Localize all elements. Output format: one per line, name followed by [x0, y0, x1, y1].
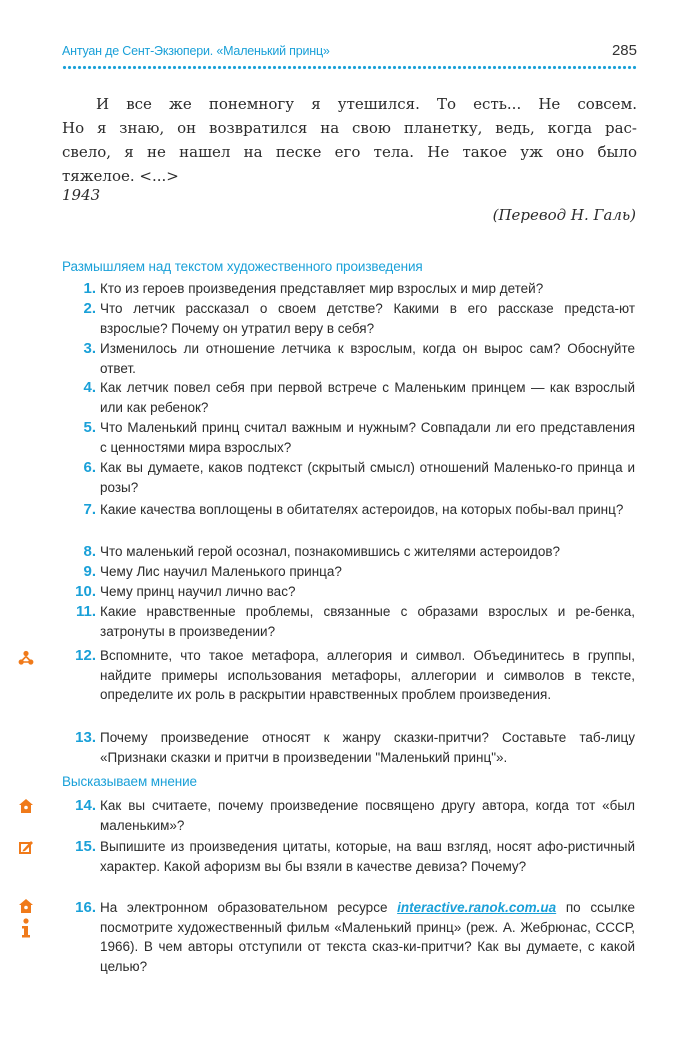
question-number: 1.: [83, 280, 96, 297]
prose-line: тяжелое. <...>: [62, 167, 179, 185]
question-number: 6.: [83, 459, 96, 476]
group-icon: [18, 650, 34, 666]
prose-line: Но я знаю, он возвратился на свою планетку, ведь, когда рас-: [62, 119, 637, 137]
prose-line: свело, я не нашел на песке его тела. Не такое уж оно было: [62, 143, 637, 161]
house-icon: [18, 798, 34, 814]
question-text: [100, 898, 635, 976]
translation-credit: (Перевод Н. Галь): [492, 206, 636, 224]
header-dotted-ornament: [62, 64, 637, 71]
question-item: [60, 837, 635, 876]
question-item: [60, 542, 635, 562]
question-item: [60, 378, 635, 417]
question-text: Выпишите из произведения цитаты, которые, на ваш взгляд, носят афо-ристичный характер. Какой афоризм вы бы взяли в качестве девиза? Почему?: [100, 839, 635, 874]
question-item: [60, 299, 635, 338]
question-text: Кто из героев произведения представляет мир взрослых и мир детей?: [100, 281, 544, 296]
question-item: [60, 796, 635, 835]
question-number: 8.: [83, 543, 96, 560]
question-number: 11.: [75, 603, 96, 620]
question-number: 9.: [83, 563, 96, 580]
question-number: 10.: [75, 583, 96, 600]
question-text: Что Маленький принц считал важным и нужным? Совпадали ли его представления с ценностями мира взрослых?: [100, 420, 635, 455]
question-item: [60, 418, 635, 457]
question-item: [60, 458, 635, 497]
prose-excerpt: [62, 92, 637, 188]
question-text-part: по ссылке посмотрите художественный фильм «Маленький принц» (реж. А. Жебрюнас, СССР, 1966). В чем авторы отступили от текста сказ-ки-притчи? Как вы думаете, с какой целью?: [100, 900, 635, 974]
question-number: 2.: [83, 300, 96, 317]
publication-year: 1943: [62, 186, 101, 204]
question-text-part: На электронном образовательном ресурсе: [100, 900, 398, 915]
question-text: Почему произведение относят к жанру сказки-притчи? Составьте таб-лицу «Признаки сказки и притчи в произведении "Маленький принц"».: [100, 730, 635, 765]
question-number: 12.: [75, 647, 96, 664]
question-text: Чему принц научил лично вас?: [100, 584, 296, 599]
question-number: 15.: [75, 838, 96, 855]
running-title: Антуан де Сент-Экзюпери. «Маленький принц»: [62, 44, 330, 58]
question-text: Какие качества воплощены в обитателях астероидов, на которых побы-вал принц?: [100, 502, 624, 517]
question-text: Какие нравственные проблемы, связанные с образами взрослых и ре-бенка, затронуты в произведении?: [100, 604, 635, 639]
section-heading-opinion: Высказываем мнение: [62, 774, 197, 789]
question-number: 16.: [75, 899, 96, 916]
info-icon: [20, 918, 32, 938]
question-text: Вспомните, что такое метафора, аллегория и символ. Объединитесь в группы, найдите примеры использования метафоры, аллегории и символов в тексте, определите их роль в раскрытии нравственных проблем произведения.: [100, 648, 635, 703]
pencil-icon: [18, 839, 34, 855]
question-item: [60, 500, 635, 520]
question-number: 5.: [83, 419, 96, 436]
question-number: 3.: [83, 340, 96, 357]
house-icon: [18, 898, 34, 914]
question-item: [60, 646, 635, 705]
question-item: [60, 728, 635, 767]
question-number: 7.: [83, 501, 96, 518]
question-item: [60, 562, 635, 582]
running-head: [62, 44, 637, 60]
question-item: [60, 602, 635, 641]
question-text: Как вы думаете, каков подтекст (скрытый смысл) отношений Маленько-го принца и розы?: [100, 460, 635, 495]
question-text: Чему Лис научил Маленького принца?: [100, 564, 342, 579]
prose-line: И все же понемногу я утешился. То есть... Не совсем.: [96, 95, 637, 113]
question-number: 4.: [83, 379, 96, 396]
question-text: Как вы считаете, почему произведение посвящено другу автора, когда тот «был маленьким»?: [100, 798, 635, 833]
question-item: [60, 582, 635, 602]
question-text: Изменилось ли отношение летчика к взрослым, когда он вырос сам? Обоснуйте ответ.: [100, 341, 635, 376]
question-item: [60, 339, 635, 378]
question-item: [60, 279, 635, 299]
question-number: 14.: [75, 797, 96, 814]
question-text: Что летчик рассказал о своем детстве? Какими в его рассказе предста-ют взрослые? Почему он утратил веру в себя?: [100, 301, 635, 336]
section-heading-reflect: Размышляем над текстом художественного произведения: [62, 259, 423, 274]
question-text: Что маленький герой осознал, познакомившись с жителями астероидов?: [100, 544, 561, 559]
resource-link[interactable]: interactive.ranok.com.ua: [397, 900, 557, 915]
question-number: 13.: [75, 729, 96, 746]
question-text: Как летчик повел себя при первой встрече с Маленьким принцем — как взрослый или как ребенок?: [100, 380, 635, 415]
page-number: 285: [611, 42, 637, 59]
question-item: [60, 898, 635, 976]
